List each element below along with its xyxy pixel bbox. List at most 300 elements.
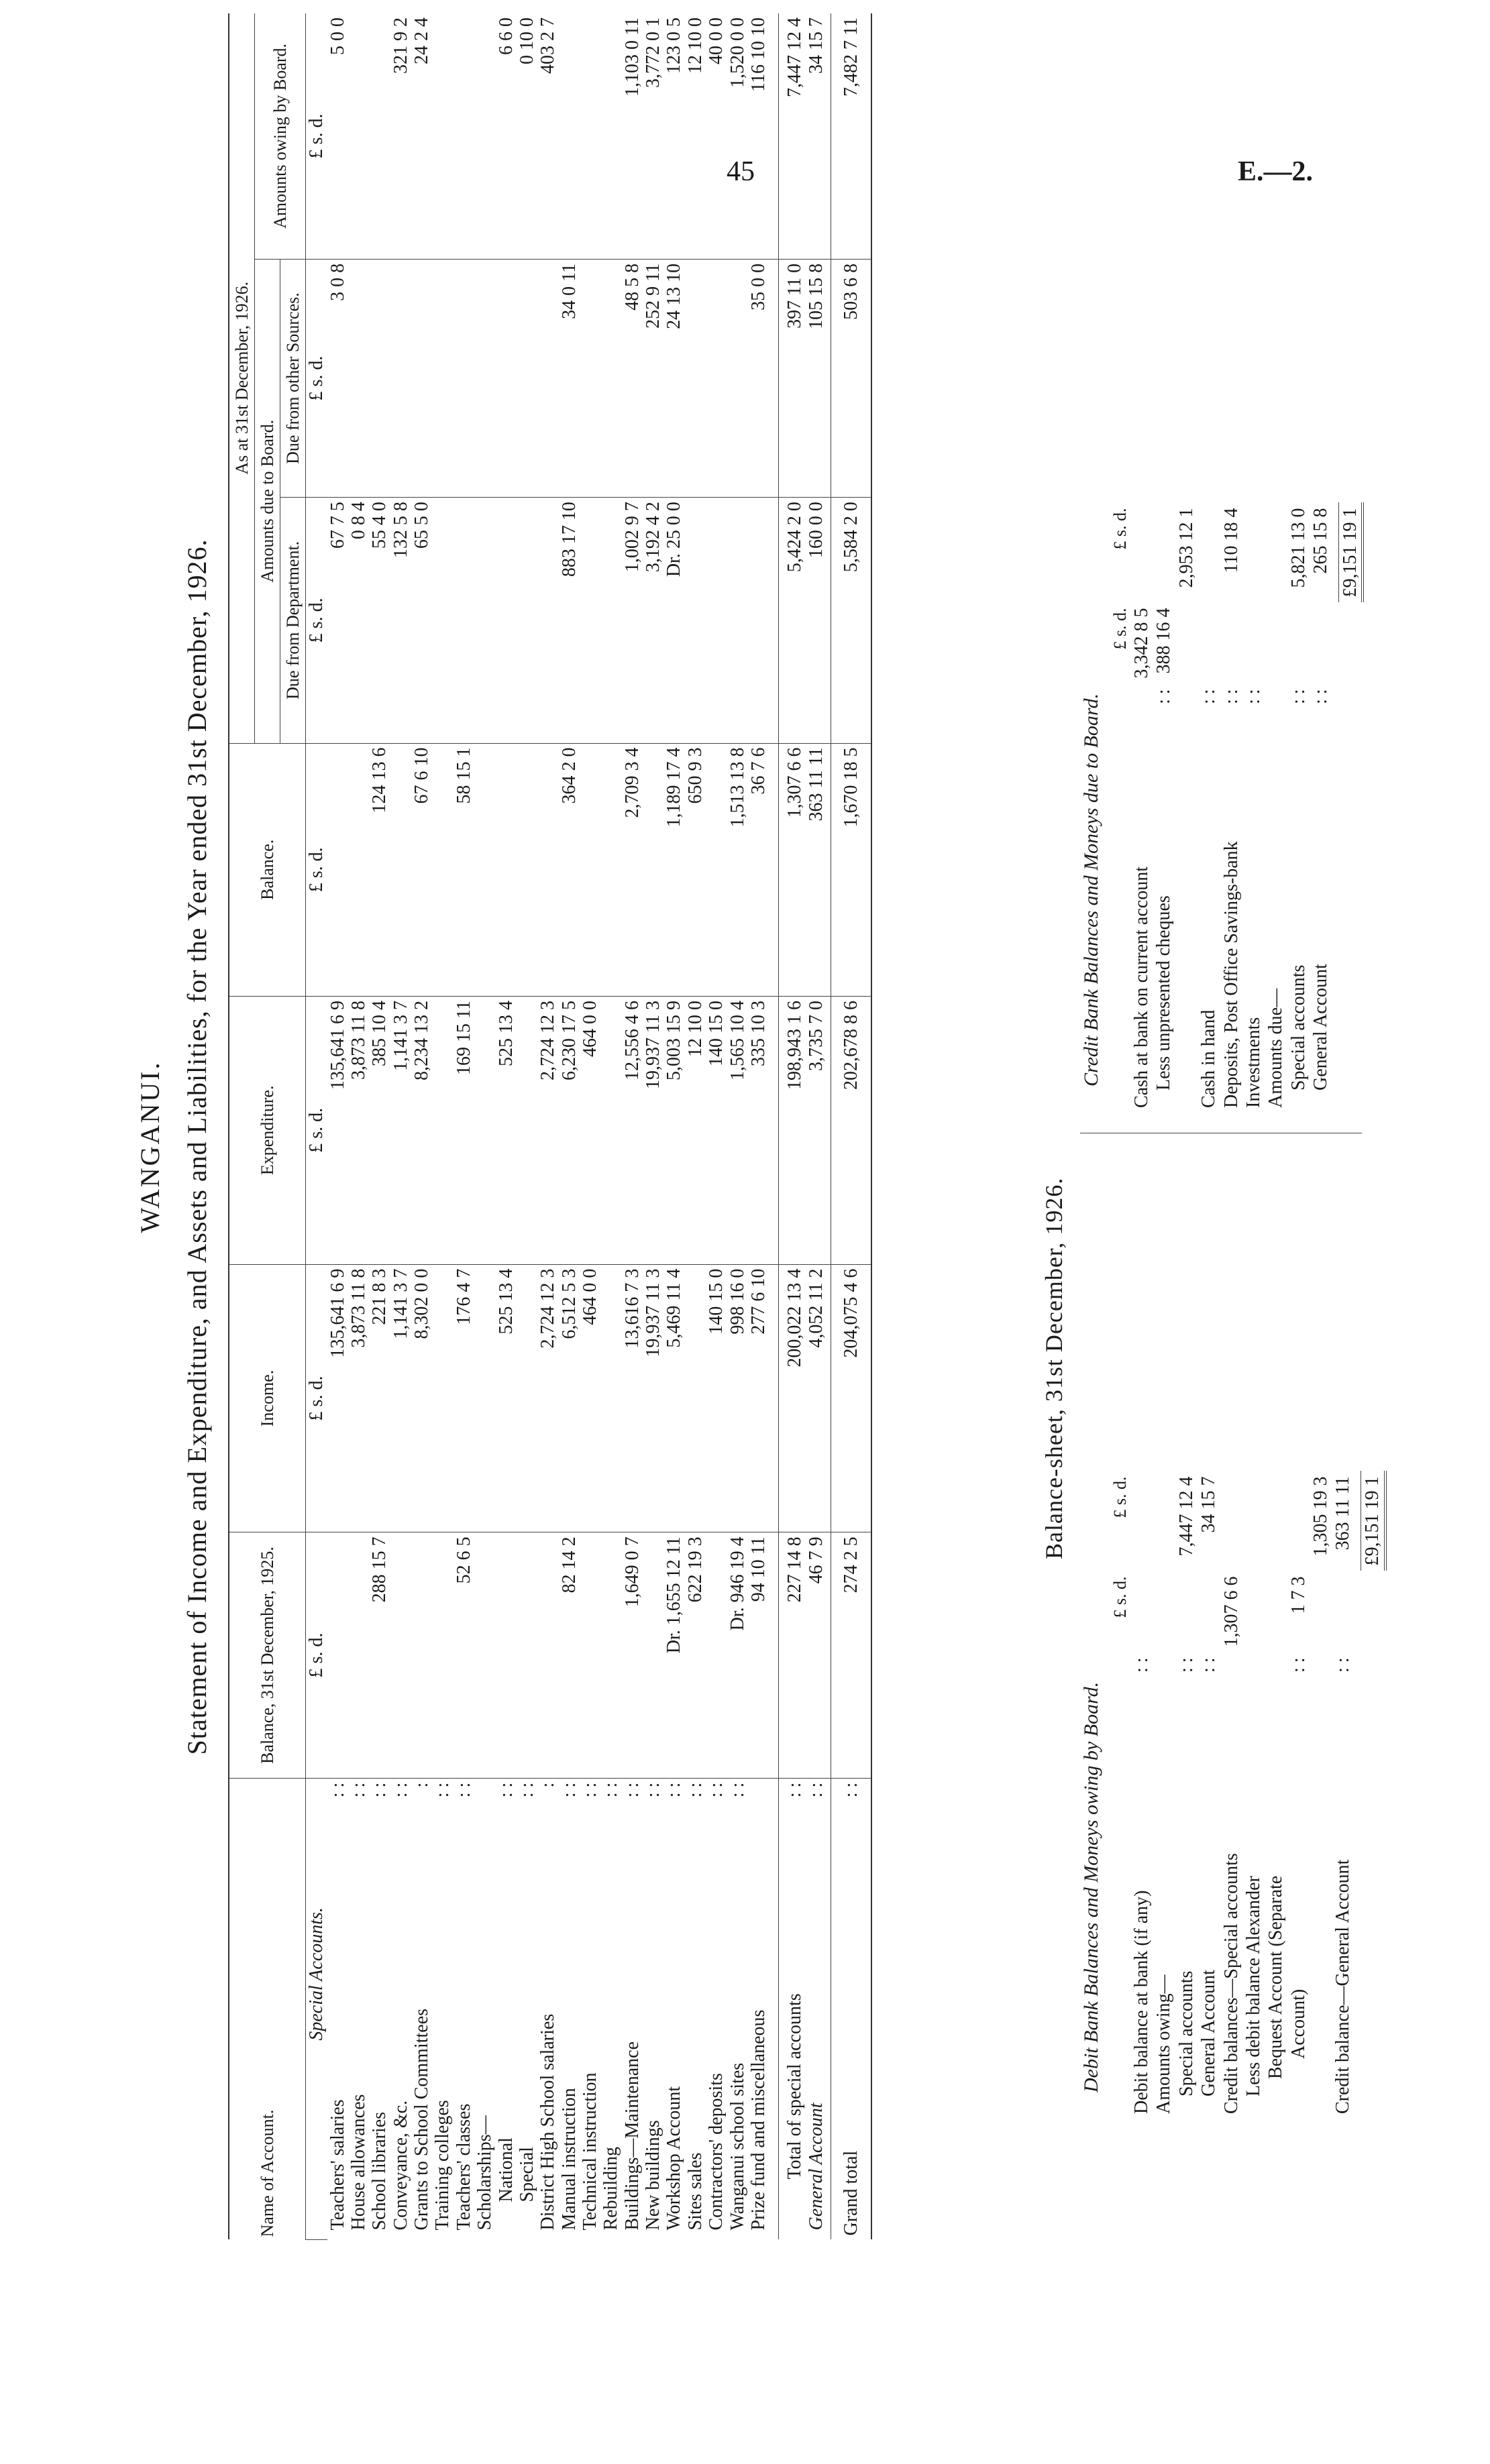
balance-1925-cell: 94 10 11	[748, 1532, 769, 1778]
income-cell: 19,937 11 3	[643, 1264, 663, 1532]
due-other-cell: 252 9 11	[643, 259, 663, 497]
unit-label: £ s. d.	[1110, 1576, 1130, 1618]
balance-1925-cell	[496, 1532, 517, 1778]
account-name: Technical instruction	[580, 2072, 600, 2231]
due-other-cell	[474, 259, 495, 497]
due-other-cell: 24 13 10	[663, 259, 684, 497]
income-cell: 135,641 6 9	[327, 1264, 348, 1532]
statement-title: Statement of Income and Expenditure, and Assets and Liabilities, for the Year ended 31st December, 1926.	[182, 539, 212, 1755]
outer-amount: 110 18 4	[1220, 508, 1242, 573]
due-dept-cell: 883 17 10	[559, 498, 580, 743]
account-name: Rebuilding	[600, 2147, 622, 2231]
leader-dots: :	[537, 1782, 559, 1788]
inner-amount	[1153, 1571, 1175, 1652]
list-item	[1198, 502, 1220, 1113]
expenditure-cell: 5,003 15 9	[663, 996, 684, 1264]
unit-label: £ s. d.	[306, 498, 327, 743]
balance-cell: 36 7 6	[748, 743, 769, 996]
income-cell: 277 6 10	[748, 1264, 769, 1532]
leader-dots: : :	[580, 1782, 600, 1798]
expenditure-cell: 3,735 7 0	[806, 996, 831, 1264]
due-other-cell	[537, 259, 558, 497]
inner-amount	[1130, 1571, 1153, 1652]
income-cell	[432, 1264, 453, 1532]
list-item	[1310, 1471, 1332, 2119]
leader-dots: : :	[684, 1782, 706, 1798]
account-name-cell	[432, 1778, 453, 2239]
leader-dots: :	[411, 1782, 433, 1788]
list-item	[1287, 502, 1310, 1113]
leader-dots: : :	[327, 1782, 348, 1798]
due-dept-cell: 5,584 2 0	[831, 498, 871, 743]
table-row	[622, 13, 643, 2240]
balance-sheet	[1080, 13, 1383, 2240]
owing-cell: 24 2 4	[411, 13, 432, 259]
leader-dots: : :	[600, 1782, 622, 1798]
account-name-cell	[454, 1778, 474, 2239]
list-item	[1310, 502, 1332, 1113]
income-cell	[685, 1264, 706, 1532]
inner-amount	[1198, 1571, 1220, 1652]
table-row	[779, 13, 806, 2240]
header-balance-1925: Balance, 31st December, 1925.	[229, 1532, 306, 1778]
leader-dots: : :	[369, 1782, 390, 1798]
due-other-cell: 503 6 8	[831, 259, 871, 497]
balance-cell	[600, 743, 621, 996]
income-cell: 464 0 0	[580, 1264, 600, 1532]
outer-amount: 265 15 8	[1310, 508, 1331, 574]
inner-amount	[1287, 602, 1310, 683]
leader-dots: : :	[805, 1782, 827, 1798]
owing-cell: 123 0 5	[663, 13, 684, 259]
line-label: Less debit balance Alexander	[1242, 1876, 1264, 2096]
inner-amount: 3,342 8 5	[1131, 608, 1153, 679]
line-label: Deposits, Post Office Savings-bank	[1220, 841, 1242, 1108]
account-name: Manual instruction	[558, 2088, 580, 2231]
owing-cell: 34 15 7	[806, 13, 831, 259]
leader-dots: : :	[432, 1782, 454, 1798]
balance-cell	[517, 743, 537, 996]
inner-amount: 1,307 6 6	[1220, 1576, 1242, 1647]
due-other-cell	[706, 259, 727, 497]
header-owing: Amounts owing by Board.	[255, 13, 306, 259]
leader-dots: : :	[516, 1782, 537, 1798]
inner-amount	[1175, 1571, 1198, 1652]
line-label: Amounts due—	[1265, 988, 1287, 1108]
leader-dots	[1265, 683, 1287, 710]
total-row	[1338, 502, 1363, 1113]
owing-cell: 403 2 7	[537, 13, 558, 259]
table-row	[517, 13, 537, 2240]
table-row	[327, 13, 348, 2240]
due-other-cell	[496, 259, 517, 497]
leader-dots: : :	[1131, 1657, 1153, 1673]
list-item	[1242, 1471, 1265, 2119]
header-as-at: As at 31st December, 1926.	[229, 13, 255, 743]
inner-amount	[1265, 602, 1287, 683]
line-label	[1175, 710, 1198, 1113]
leader-dots	[1310, 1652, 1332, 1678]
leader-dots	[1175, 683, 1198, 710]
account-name: Buildings—Maintenance	[621, 2041, 643, 2231]
table-row	[580, 13, 600, 2240]
balance-cell	[537, 743, 558, 996]
due-dept-cell: 65 5 0	[411, 498, 432, 743]
account-name: Teachers' salaries	[327, 2099, 348, 2231]
income-cell: 2,724 12 3	[537, 1264, 558, 1532]
expenditure-cell: 385 10 4	[369, 996, 390, 1264]
balance-1925-cell	[537, 1532, 558, 1778]
inner-amount: 1 7 3	[1287, 1576, 1309, 1614]
leader-dots: : :	[840, 1782, 861, 1798]
balance-1925-cell	[348, 1532, 369, 1778]
due-other-cell: 105 15 8	[806, 259, 831, 497]
balance-cell: 2,709 3 4	[622, 743, 643, 996]
balance-cell: 364 2 0	[559, 743, 580, 996]
balance-1925-cell	[600, 1532, 621, 1778]
unit-label: £ s. d.	[306, 259, 327, 497]
leader-dots: : :	[1220, 689, 1242, 704]
line-label: Special accounts	[1287, 964, 1309, 1090]
leader-dots	[1220, 1652, 1242, 1678]
expenditure-cell: 6,230 17 5	[559, 996, 580, 1264]
outer-amount	[1153, 1471, 1175, 1571]
due-dept-cell	[432, 498, 453, 743]
expenditure-cell: 12,556 4 6	[622, 996, 643, 1264]
total-amount: £9,151 19 1	[1361, 1471, 1385, 1571]
line-label: Cash in hand	[1198, 1009, 1220, 1108]
line-label: Credit balances—Special accounts	[1220, 1853, 1242, 2114]
account-name: Workshop Account	[663, 2086, 685, 2231]
account-name-cell	[600, 1778, 621, 2239]
account-name: Total of special accounts	[784, 1993, 806, 2180]
balance-1925-cell: 52 6 5	[454, 1532, 474, 1778]
due-dept-cell: Dr. 25 0 0	[663, 498, 684, 743]
inner-amount: 388 16 4	[1153, 608, 1175, 674]
balance-cell: 1,307 6 6	[779, 743, 806, 996]
table-row	[348, 13, 369, 2240]
owing-cell: 7,447 12 4	[779, 13, 806, 259]
balance-sheet-title: Balance-sheet, 31st December, 1926.	[1041, 1177, 1067, 1559]
account-name-cell	[559, 1778, 580, 2239]
balance-1925-cell: 274 2 5	[831, 1532, 871, 1778]
expenditure-cell: 1,141 3 7	[390, 996, 411, 1264]
list-item	[1175, 1471, 1198, 2119]
expenditure-cell: 8,234 13 2	[411, 996, 432, 1264]
outer-amount	[1130, 1471, 1153, 1571]
list-item	[1130, 502, 1153, 1113]
due-other-cell	[411, 259, 432, 497]
balance-1925-cell	[706, 1532, 727, 1778]
account-name-cell	[348, 1778, 369, 2239]
income-cell: 998 16 0	[727, 1264, 748, 1532]
inner-amount	[1310, 1571, 1332, 1652]
income-cell: 4,052 11 2	[806, 1264, 831, 1532]
account-name-cell	[748, 1778, 769, 2239]
expenditure-cell	[474, 996, 495, 1264]
leader-dots: : :	[348, 1782, 370, 1798]
owing-cell: 5 0 0	[327, 13, 348, 259]
table-row	[685, 13, 706, 2240]
line-label	[1310, 1678, 1332, 2119]
inner-amount	[1220, 602, 1242, 683]
header-name: Name of Account.	[229, 1778, 306, 2239]
table-row	[496, 13, 517, 2240]
account-name: District High School salaries	[537, 2013, 559, 2231]
due-dept-cell	[685, 498, 706, 743]
balance-cell	[348, 743, 369, 996]
header-balance: Balance.	[229, 743, 306, 996]
due-dept-cell: 1,002 9 7	[622, 498, 643, 743]
inner-amount	[1175, 602, 1198, 683]
account-name-cell	[643, 1778, 663, 2239]
leader-dots: : :	[390, 1782, 411, 1798]
leader-dots	[1242, 1652, 1265, 1678]
income-cell: 140 15 0	[706, 1264, 727, 1532]
leader-dots: : :	[1153, 689, 1175, 704]
line-label: Investments	[1242, 1017, 1264, 1108]
due-dept-cell: 67 7 5	[327, 498, 348, 743]
income-cell: 3,873 11 8	[348, 1264, 369, 1532]
account-name-cell	[369, 1778, 390, 2239]
due-other-cell	[580, 259, 600, 497]
balance-1925-cell: 288 15 7	[369, 1532, 390, 1778]
inner-amount	[1265, 1571, 1287, 1652]
unit-label: £ s. d.	[1110, 508, 1130, 550]
due-other-cell	[369, 259, 390, 497]
income-cell	[474, 1264, 495, 1532]
unit-label: £ s. d.	[1110, 1476, 1130, 1518]
income-cell: 13,616 7 3	[622, 1264, 643, 1532]
outer-amount	[1220, 1471, 1242, 1571]
leader-dots: : :	[1310, 689, 1331, 704]
header-amounts-due: Amounts due to Board.	[255, 259, 280, 743]
due-dept-cell: 3,192 4 2	[643, 498, 663, 743]
income-cell: 6,512 5 3	[559, 1264, 580, 1532]
account-name-cell	[727, 1778, 748, 2239]
debit-column-title: Debit Bank Balances and Moneys owing by Board.	[1080, 1681, 1102, 2092]
list-item	[1220, 1471, 1242, 2119]
expenditure-cell: 1,565 10 4	[727, 996, 748, 1264]
balance-cell	[432, 743, 453, 996]
balance-cell	[327, 743, 348, 996]
balance-1925-cell: 622 19 3	[685, 1532, 706, 1778]
account-name: Sites sales	[684, 2152, 706, 2231]
account-name: General Account	[805, 2103, 827, 2231]
table-row	[831, 13, 871, 2240]
credit-column	[1080, 502, 1364, 1113]
expenditure-cell: 12 10 0	[685, 996, 706, 1264]
account-name-cell	[474, 1778, 495, 2239]
table-row	[474, 13, 495, 2240]
account-name-cell	[327, 1778, 348, 2239]
owing-cell: 7,482 7 11	[831, 13, 871, 259]
due-dept-cell	[474, 498, 495, 743]
owing-cell	[369, 13, 390, 259]
list-item	[1153, 502, 1175, 1113]
list-item	[1332, 1471, 1354, 2119]
account-name: Prize fund and miscellaneous	[747, 2009, 769, 2231]
owing-cell	[474, 13, 495, 259]
line-label: Less unpresented cheques	[1153, 895, 1175, 1090]
list-item	[1265, 1471, 1287, 2119]
balance-1925-cell: 1,649 0 7	[622, 1532, 643, 1778]
due-other-cell	[390, 259, 411, 497]
table-row	[748, 13, 769, 2240]
debit-column	[1080, 1471, 1387, 2119]
balance-cell: 1,670 18 5	[831, 743, 871, 996]
account-name-cell	[517, 1778, 537, 2239]
leader-dots: : :	[727, 1782, 748, 1798]
table-row	[663, 13, 684, 2240]
owing-cell: 12 10 0	[685, 13, 706, 259]
credit-column-title: Credit Bank Balances and Moneys due to Board.	[1080, 693, 1102, 1086]
line-label: Bequest Account (Separate	[1265, 1875, 1287, 2079]
table-row	[537, 13, 558, 2240]
region-title: WANGANUI.	[135, 1060, 165, 1233]
account-name-cell	[496, 1778, 517, 2239]
line-label: General Account	[1198, 1970, 1220, 2096]
owing-cell: 321 9 2	[390, 13, 411, 259]
balance-1925-cell	[474, 1532, 495, 1778]
income-cell: 1,141 3 7	[390, 1264, 411, 1532]
table-row	[643, 13, 663, 2240]
due-dept-cell	[537, 498, 558, 743]
leader-dots: : :	[663, 1782, 685, 1798]
owing-cell: 40 0 0	[706, 13, 727, 259]
leader-dots	[1153, 1652, 1175, 1678]
due-dept-cell: 132 5 8	[390, 498, 411, 743]
due-dept-cell: 55 4 0	[369, 498, 390, 743]
due-dept-cell	[454, 498, 474, 743]
line-label: Account)	[1287, 1989, 1309, 2059]
expenditure-cell	[600, 996, 621, 1264]
account-name-cell	[806, 1778, 831, 2239]
list-item	[1175, 502, 1198, 1113]
balance-1925-cell	[411, 1532, 432, 1778]
balance-cell	[643, 743, 663, 996]
owing-cell: 0 10 0	[517, 13, 537, 259]
spacer-row	[769, 13, 779, 2240]
balance-cell: 363 11 11	[806, 743, 831, 996]
outer-amount	[1242, 1471, 1265, 1571]
owing-cell	[559, 13, 580, 259]
page-number: 45	[727, 156, 755, 187]
account-name: Training colleges	[432, 2100, 454, 2231]
table-row	[727, 13, 748, 2240]
unit-label: £ s. d.	[306, 743, 327, 996]
due-other-cell: 35 0 0	[748, 259, 769, 497]
account-name-cell	[537, 1778, 558, 2239]
leader-dots: : :	[1332, 1657, 1354, 1673]
due-other-cell	[517, 259, 537, 497]
income-cell: 204,075 4 6	[831, 1264, 871, 1532]
due-dept-cell	[727, 498, 748, 743]
balance-cell	[580, 743, 600, 996]
income-cell	[600, 1264, 621, 1532]
table-row	[559, 13, 580, 2240]
due-other-cell	[727, 259, 748, 497]
balance-cell: 1,189 17 4	[663, 743, 684, 996]
account-name-cell	[779, 1778, 806, 2239]
list-item	[1130, 1471, 1153, 2119]
leader-dots: : :	[1198, 1657, 1220, 1673]
leader-dots: : :	[784, 1782, 806, 1798]
balance-1925-cell	[517, 1532, 537, 1778]
expenditure-cell: 135,641 6 9	[327, 996, 348, 1264]
balance-cell	[706, 743, 727, 996]
income-cell: 176 4 7	[454, 1264, 474, 1532]
expenditure-cell: 198,943 1 6	[779, 996, 806, 1264]
leader-dots	[1265, 1652, 1287, 1678]
account-name-cell	[685, 1778, 706, 2239]
outer-amount	[1287, 1471, 1310, 1571]
list-item	[1287, 1471, 1310, 2119]
account-name: Scholarships—	[474, 2115, 496, 2231]
outer-amount: 34 15 7	[1198, 1476, 1220, 1533]
line-label: Cash at bank on current account	[1131, 866, 1153, 1108]
income-cell: 221 8 3	[369, 1264, 390, 1532]
inner-amount	[1310, 602, 1332, 683]
list-item	[1198, 1471, 1220, 2119]
leader-dots: : :	[643, 1782, 664, 1798]
unit-label: £ s. d.	[306, 13, 327, 259]
unit-label: £ s. d.	[306, 1532, 327, 1778]
account-name: House allowances	[348, 2094, 370, 2231]
table-row	[706, 13, 727, 2240]
balance-1925-cell: 82 14 2	[559, 1532, 580, 1778]
owing-cell: 1,103 0 11	[622, 13, 643, 259]
due-dept-cell	[580, 498, 600, 743]
balance-1925-cell	[390, 1532, 411, 1778]
expenditure-cell: 525 13 4	[496, 996, 517, 1264]
leader-dots: : :	[1287, 689, 1309, 704]
total-row	[1361, 1471, 1385, 2119]
outer-amount	[1242, 502, 1265, 602]
account-name: Contractors' deposits	[706, 2073, 727, 2231]
header-due-dept: Due from Department.	[280, 498, 306, 743]
due-dept-cell	[706, 498, 727, 743]
credit-table	[1110, 502, 1364, 1113]
line-label: Special accounts	[1175, 1970, 1197, 2096]
due-dept-cell	[517, 498, 537, 743]
outer-amount	[1265, 502, 1287, 602]
balance-cell: 67 6 10	[411, 743, 432, 996]
leader-dots: : :	[495, 1782, 517, 1798]
line-label: General Account	[1310, 964, 1331, 1090]
inner-amount	[1332, 1571, 1354, 1652]
account-name-cell	[411, 1778, 432, 2239]
inner-amount	[1242, 602, 1265, 683]
outer-amount: 1,305 19 3	[1310, 1476, 1331, 1557]
leader-dots: : :	[1242, 689, 1264, 704]
account-name: New buildings	[643, 2120, 664, 2231]
account-name-cell	[706, 1778, 727, 2239]
list-item	[1220, 502, 1242, 1113]
expenditure-cell: 140 15 0	[706, 996, 727, 1264]
owing-cell	[454, 13, 474, 259]
table-row	[369, 13, 390, 2240]
rotated-page-content	[114, 0, 1389, 2280]
balance-cell: 1,513 13 8	[727, 743, 748, 996]
leader-dots: : :	[706, 1782, 727, 1798]
income-cell: 5,469 11 4	[663, 1264, 684, 1532]
unit-label: £ s. d.	[306, 1264, 327, 1532]
table-row	[432, 13, 453, 2240]
statement-table	[228, 13, 872, 2240]
table-row	[600, 13, 621, 2240]
document-code: E.—2.	[1238, 156, 1314, 187]
